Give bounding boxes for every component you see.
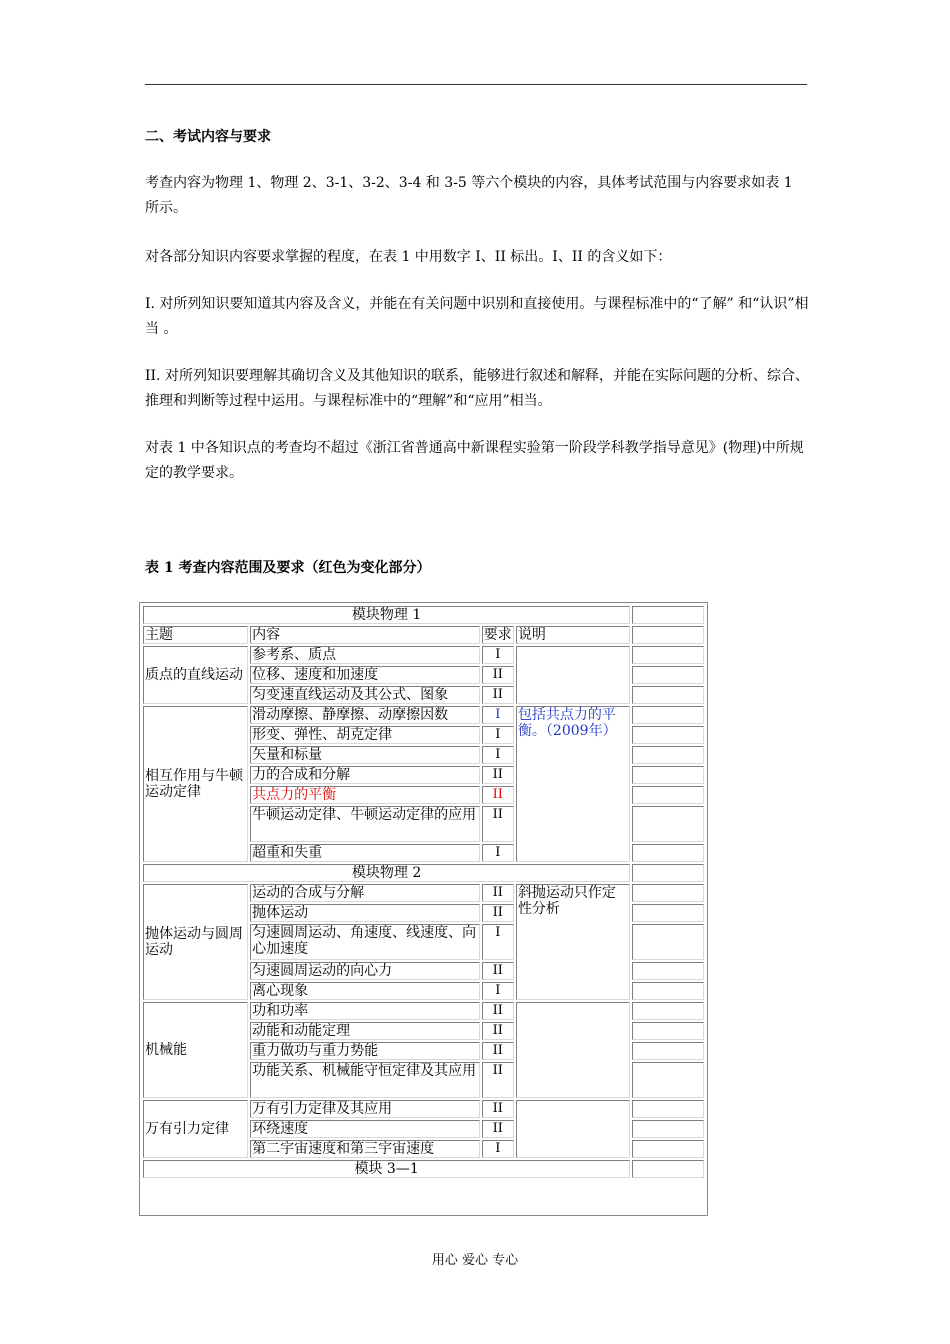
content-cell-changed: 共点力的平衡 [250, 786, 479, 804]
level-cell: I [482, 746, 514, 764]
topic-cell: 万有引力定律 [143, 1100, 248, 1158]
module-row-2: 模块物理 2 [143, 864, 630, 882]
content-table [141, 604, 706, 1180]
level-cell: II [482, 1120, 514, 1138]
table-caption: 表 1 考查内容范围及要求（红色为变化部分） [145, 560, 431, 576]
content-cell: 离心现象 [250, 982, 479, 1000]
note-cell [516, 1002, 630, 1098]
side-cell [632, 666, 704, 684]
level-cell: II [482, 766, 514, 784]
module-row-3: 模块 3—1 [143, 1160, 630, 1178]
level-cell: II [482, 1042, 514, 1060]
content-cell: 功和功率 [250, 1002, 479, 1020]
level-cell: II [482, 806, 514, 842]
topic-cell: 机械能 [143, 1002, 248, 1098]
level-cell: I [482, 924, 514, 960]
side-cell [632, 646, 704, 664]
side-cell [632, 1022, 704, 1040]
content-cell: 位移、速度和加速度 [250, 666, 479, 684]
content-cell: 第二宇宙速度和第三宇宙速度 [250, 1140, 479, 1158]
side-cell [632, 726, 704, 744]
side-cell [632, 864, 704, 882]
header-level: 要求 [482, 626, 514, 644]
level-cell: II [482, 904, 514, 922]
content-cell: 力的合成和分解 [250, 766, 479, 784]
header-note: 说明 [516, 626, 630, 644]
content-cell: 匀变速直线运动及其公式、图象 [250, 686, 479, 704]
level-cell: II [482, 1062, 514, 1098]
header-topic: 主题 [143, 626, 248, 644]
header-row [143, 626, 704, 644]
content-cell: 万有引力定律及其应用 [250, 1100, 479, 1118]
content-cell: 形变、弹性、胡克定律 [250, 726, 479, 744]
level-cell: I [482, 646, 514, 664]
side-cell [632, 884, 704, 902]
content-cell: 重力做功与重力势能 [250, 1042, 479, 1060]
note-cell [516, 1100, 630, 1158]
paragraph-level-1: I. 对所列知识要知道其内容及含义，并能在有关问题中识别和直接使用。与课程标准中的“了解” 和“认识”相当 。 [145, 296, 809, 337]
level-cell-changed: II [482, 786, 514, 804]
level-cell: I [482, 844, 514, 862]
topic-cell: 质点的直线运动 [143, 646, 248, 704]
side-cell [632, 962, 704, 980]
side-cell [632, 1120, 704, 1138]
content-cell: 环绕速度 [250, 1120, 479, 1138]
side-cell [632, 606, 704, 624]
level-cell: II [482, 1002, 514, 1020]
side-cell [632, 1062, 704, 1098]
level-cell: II [482, 1100, 514, 1118]
note-cell: 斜抛运动只作定性分析 [516, 884, 630, 1000]
side-cell [632, 626, 704, 644]
content-cell: 运动的合成与分解 [250, 884, 479, 902]
side-cell [632, 924, 704, 960]
content-cell: 滑动摩擦、静摩擦、动摩擦因数 [250, 706, 479, 724]
side-cell [632, 1140, 704, 1158]
side-cell [632, 786, 704, 804]
topic-cell: 相互作用与牛顿运动定律 [143, 706, 248, 862]
side-cell [632, 1160, 704, 1178]
side-cell [632, 766, 704, 784]
level-cell: II [482, 962, 514, 980]
header-content: 内容 [250, 626, 479, 644]
side-cell [632, 844, 704, 862]
content-cell: 匀速圆周运动、角速度、线速度、向心加速度 [250, 924, 479, 960]
section-heading: 二、考试内容与要求 [145, 129, 271, 145]
side-cell [632, 904, 704, 922]
content-cell: 矢量和标量 [250, 746, 479, 764]
level-cell: I [482, 982, 514, 1000]
paragraph-guidance: 对表 1 中各知识点的考查均不超过《浙江省普通高中新课程实验第一阶段学科教学指导意见》(物理)中所规定的教学要求。 [145, 440, 804, 481]
content-cell: 超重和失重 [250, 844, 479, 862]
side-cell [632, 706, 704, 724]
paragraph-level-2: II. 对所列知识要理解其确切含义及其他知识的联系，能够进行叙述和解释，并能在实际问题的分析、综合、推理和判断等过程中运用。与课程标准中的“理解”和“应用”相当。 [145, 368, 809, 409]
topic-cell: 抛体运动与圆周运动 [143, 884, 248, 1000]
level-cell: II [482, 884, 514, 902]
paragraph-scope: 考查内容为物理 1、物理 2、3-1、3-2、3-4 和 3-5 等六个模块的内容，具体考试范围与内容要求如表 1 所示。 [145, 175, 793, 216]
side-cell [632, 746, 704, 764]
module-row-1: 模块物理 1 [143, 606, 630, 624]
side-cell [632, 982, 704, 1000]
level-cell: II [482, 1022, 514, 1040]
level-cell: I [482, 726, 514, 744]
top-rule [145, 84, 807, 85]
side-cell [632, 1042, 704, 1060]
level-cell: II [482, 666, 514, 684]
note-cell: 包括共点力的平衡。（2009年） [516, 706, 630, 862]
side-cell [632, 686, 704, 704]
content-cell: 参考系、质点 [250, 646, 479, 664]
content-cell: 匀速圆周运动的向心力 [250, 962, 479, 980]
paragraph-levels-intro: 对各部分知识内容要求掌握的程度，在表 1 中用数字 I、II 标出。I、II 的含义如下： [145, 249, 672, 265]
level-cell: I [482, 706, 514, 724]
content-cell: 功能关系、机械能守恒定律及其应用 [250, 1062, 479, 1098]
side-cell [632, 1002, 704, 1020]
content-table-frame [139, 602, 708, 1216]
level-cell: I [482, 1140, 514, 1158]
page-footer: 用心 爱心 专心 [431, 1253, 519, 1268]
level-cell: II [482, 686, 514, 704]
side-cell [632, 806, 704, 842]
content-cell: 牛顿运动定律、牛顿运动定律的应用 [250, 806, 479, 842]
content-cell: 抛体运动 [250, 904, 479, 922]
content-cell: 动能和动能定理 [250, 1022, 479, 1040]
side-cell [632, 1100, 704, 1118]
note-cell [516, 646, 630, 704]
